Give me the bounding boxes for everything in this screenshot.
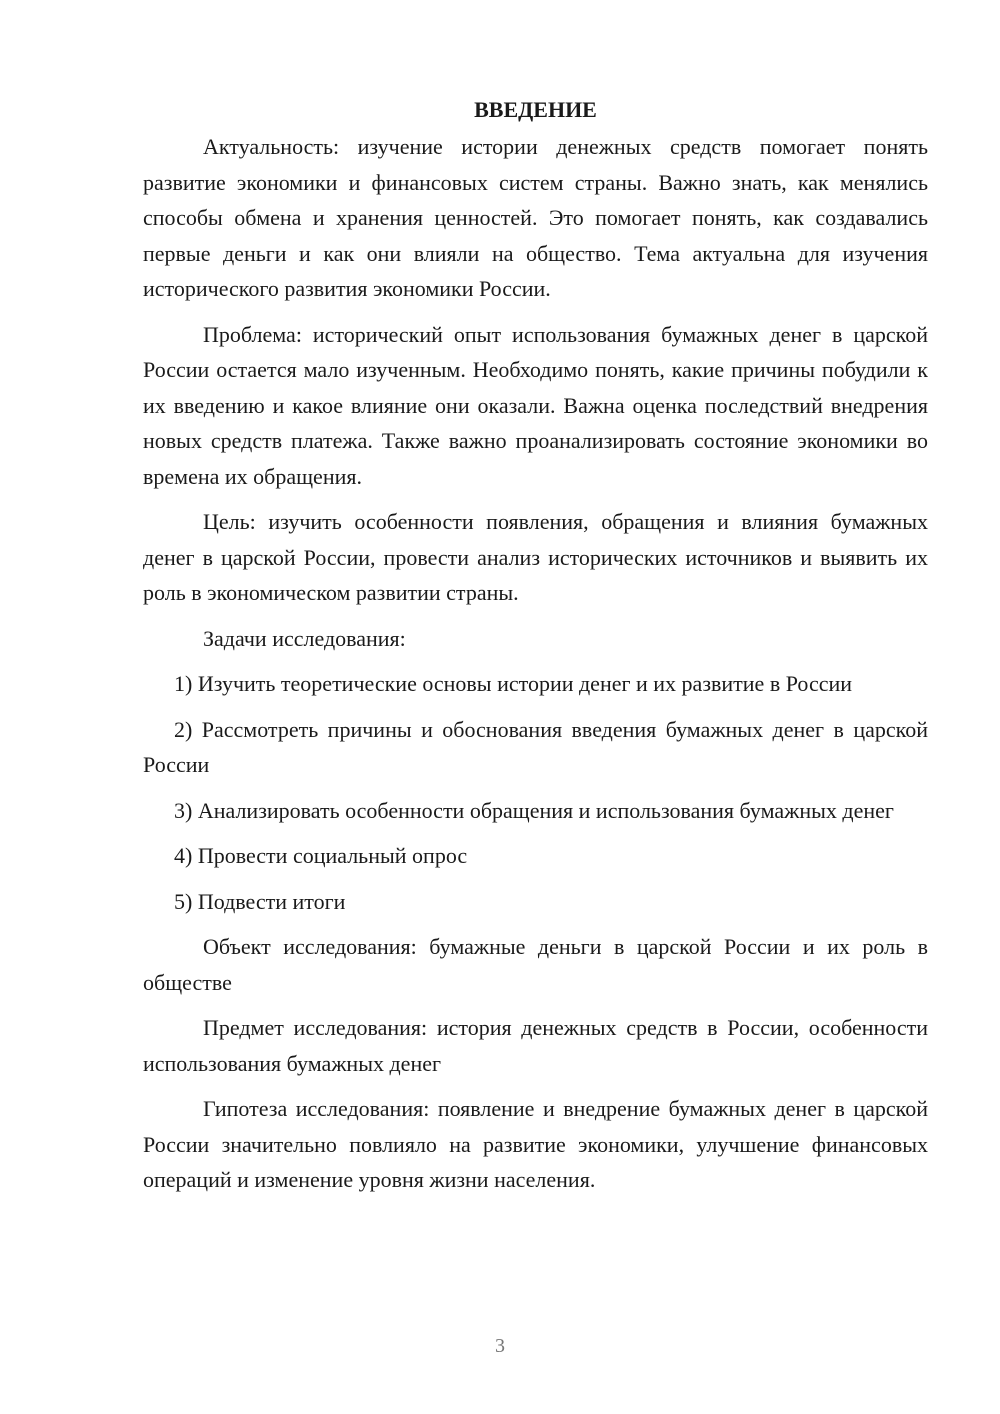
task-item-1: 1) Изучить теоретические основы истории денег и их развитие в России [174,671,853,696]
paragraph-relevance: Актуальность: изучение истории денежных средств помогает понять развитие экономики и финансовых систем страны. Важно знать, как менялись способы обмена и хранения ценностей. Это помогает понять, как создавались первые деньги и как они влияли на общество. Тема актуальна для изучения исторического развития экономики России. [143,134,928,301]
task-item-5: 5) Подвести итоги [174,888,346,914]
task-item-3: 3) Анализировать особенности обращения и использования бумажных денег [174,797,894,823]
section-title: ВВЕДЕНИЕ [474,97,597,122]
document-page [143,92,928,1208]
task-item-2: 2) Рассмотреть причины и обоснования введения бумажных денег в царской России [143,716,928,777]
tasks-heading: Задачи исследования: [203,625,406,651]
paragraph-goal: Цель: изучить особенности появления, обращения и влияния бумажных денег в царской России, провести анализ исторических источников и выявить их роль в экономическом развитии страны. [143,509,928,605]
task-item-4: 4) Провести социальный опрос [174,843,468,868]
paragraph-problem: Проблема: исторический опыт использования бумажных денег в царской России остается мало изученным. Необходимо понять, какие причины побудили к их введению и какое влияние они оказали. Важна оценка последствий внедрения новых средств платежа. Также важно проанализировать состояние экономики во времена их обращения. [143,321,928,489]
page-number: 3 [495,1335,505,1357]
paragraph-subject: Предмет исследования: история денежных средств в России, особенности использования бумажных денег [143,1015,928,1076]
paragraph-hypothesis: Гипотеза исследования: появление и внедрение бумажных денег в царской России значительно повлияло на развитие экономики, улучшение финансовых операций и изменение уровня жизни населения. [143,1096,928,1192]
paragraph-object: Объект исследования: бумажные деньги в царской России и их роль в обществе [143,934,928,995]
